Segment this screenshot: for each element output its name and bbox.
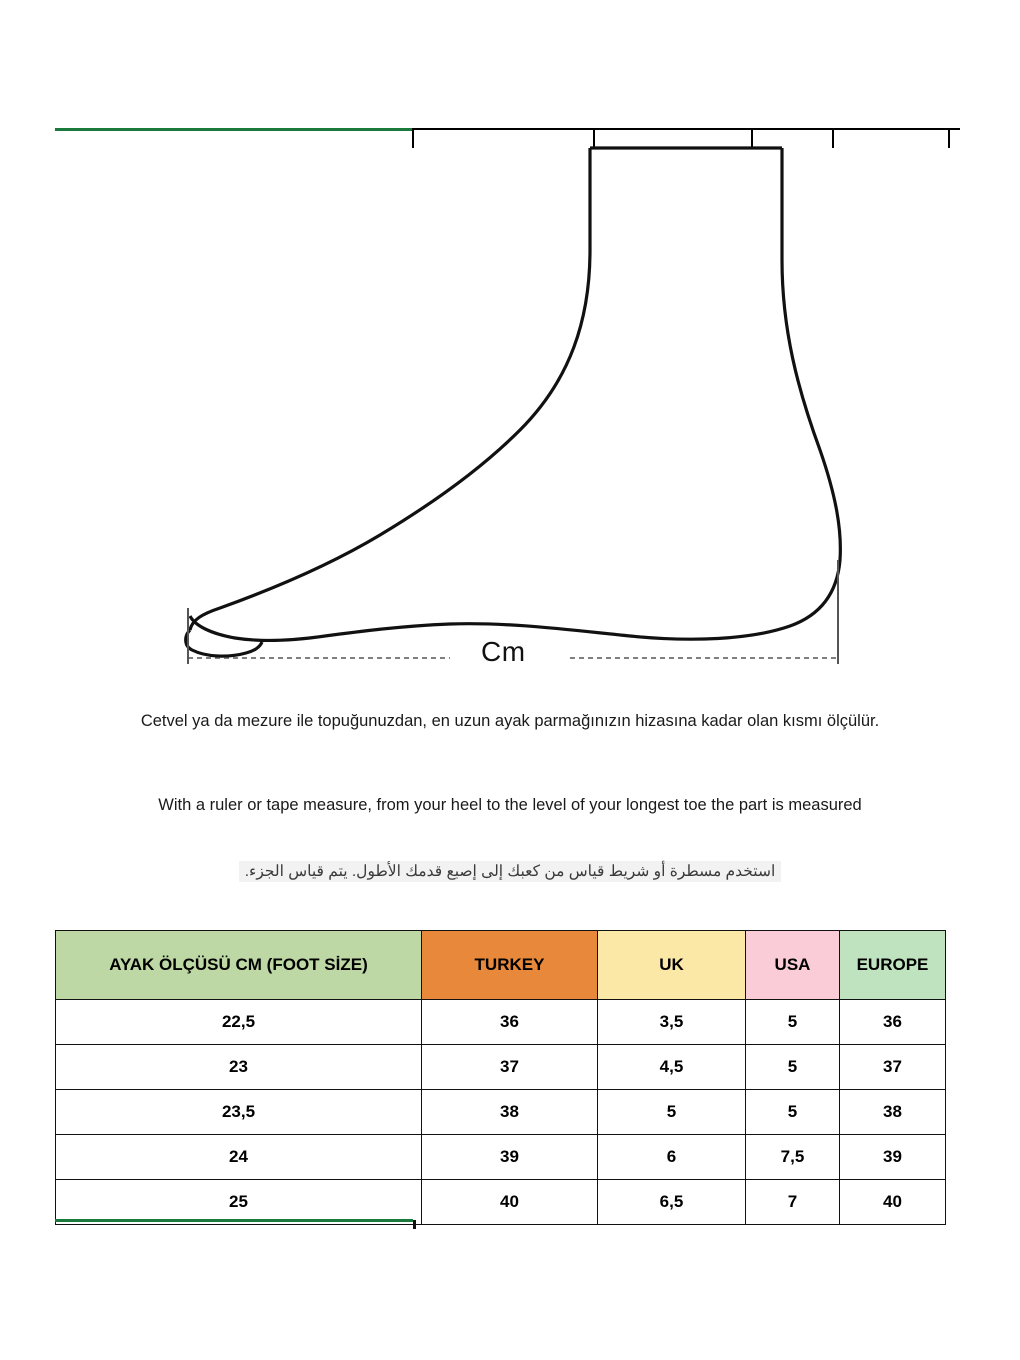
cell-usa: 7	[746, 1180, 840, 1225]
cell-europe: 40	[840, 1180, 946, 1225]
cell-uk: 4,5	[598, 1045, 746, 1090]
table-row	[56, 1090, 946, 1135]
table-row	[56, 1135, 946, 1180]
ruler-tick	[948, 128, 950, 148]
description-english: With a ruler or tape measure, from your heel to the level of your longest toe the part is measured	[158, 796, 862, 814]
size-table	[55, 930, 946, 1225]
cell-turkey: 38	[422, 1090, 598, 1135]
cell-uk: 3,5	[598, 1000, 746, 1045]
column-header-europe: EUROPE	[840, 931, 946, 1000]
size-table-wrapper	[55, 930, 945, 1225]
column-header-foot-size: AYAK ÖLÇÜSÜ CM (FOOT SİZE)	[56, 931, 422, 1000]
cell-foot-size: 24	[56, 1135, 422, 1180]
foot-illustration	[150, 130, 890, 690]
cell-uk: 6,5	[598, 1180, 746, 1225]
cell-turkey: 39	[422, 1135, 598, 1180]
bottom-tick	[413, 1220, 416, 1229]
table-row	[56, 1000, 946, 1045]
table-row	[56, 1045, 946, 1090]
cell-turkey: 36	[422, 1000, 598, 1045]
cell-foot-size: 25	[56, 1180, 422, 1225]
column-header-turkey: TURKEY	[422, 931, 598, 1000]
cell-europe: 37	[840, 1045, 946, 1090]
cell-europe: 36	[840, 1000, 946, 1045]
cell-turkey: 40	[422, 1180, 598, 1225]
description-arabic	[110, 862, 910, 881]
cell-usa: 5	[746, 1045, 840, 1090]
bottom-green-line	[55, 1219, 413, 1222]
cell-foot-size: 22,5	[56, 1000, 422, 1045]
table-row	[56, 1180, 946, 1225]
cell-foot-size: 23,5	[56, 1090, 422, 1135]
table-header-row	[56, 931, 946, 1000]
cell-usa: 7,5	[746, 1135, 840, 1180]
cell-europe: 39	[840, 1135, 946, 1180]
cell-foot-size: 23	[56, 1045, 422, 1090]
cell-turkey: 37	[422, 1045, 598, 1090]
cm-measure-label: Cm	[481, 636, 526, 667]
description-turkish: Cetvel ya da mezure ile topuğunuzdan, en uzun ayak parmağınızın hizasına kadar olan kısmı ölçülür.	[140, 712, 880, 730]
column-header-usa: USA	[746, 931, 840, 1000]
cell-europe: 38	[840, 1090, 946, 1135]
column-header-uk: UK	[598, 931, 746, 1000]
cell-uk: 6	[598, 1135, 746, 1180]
cell-usa: 5	[746, 1090, 840, 1135]
description-arabic-text: استخدم مسطرة أو شريط قياس من كعبك إلى إصبع قدمك الأطول. يتم قياس الجزء.	[239, 861, 782, 882]
cell-usa: 5	[746, 1000, 840, 1045]
cell-uk: 5	[598, 1090, 746, 1135]
